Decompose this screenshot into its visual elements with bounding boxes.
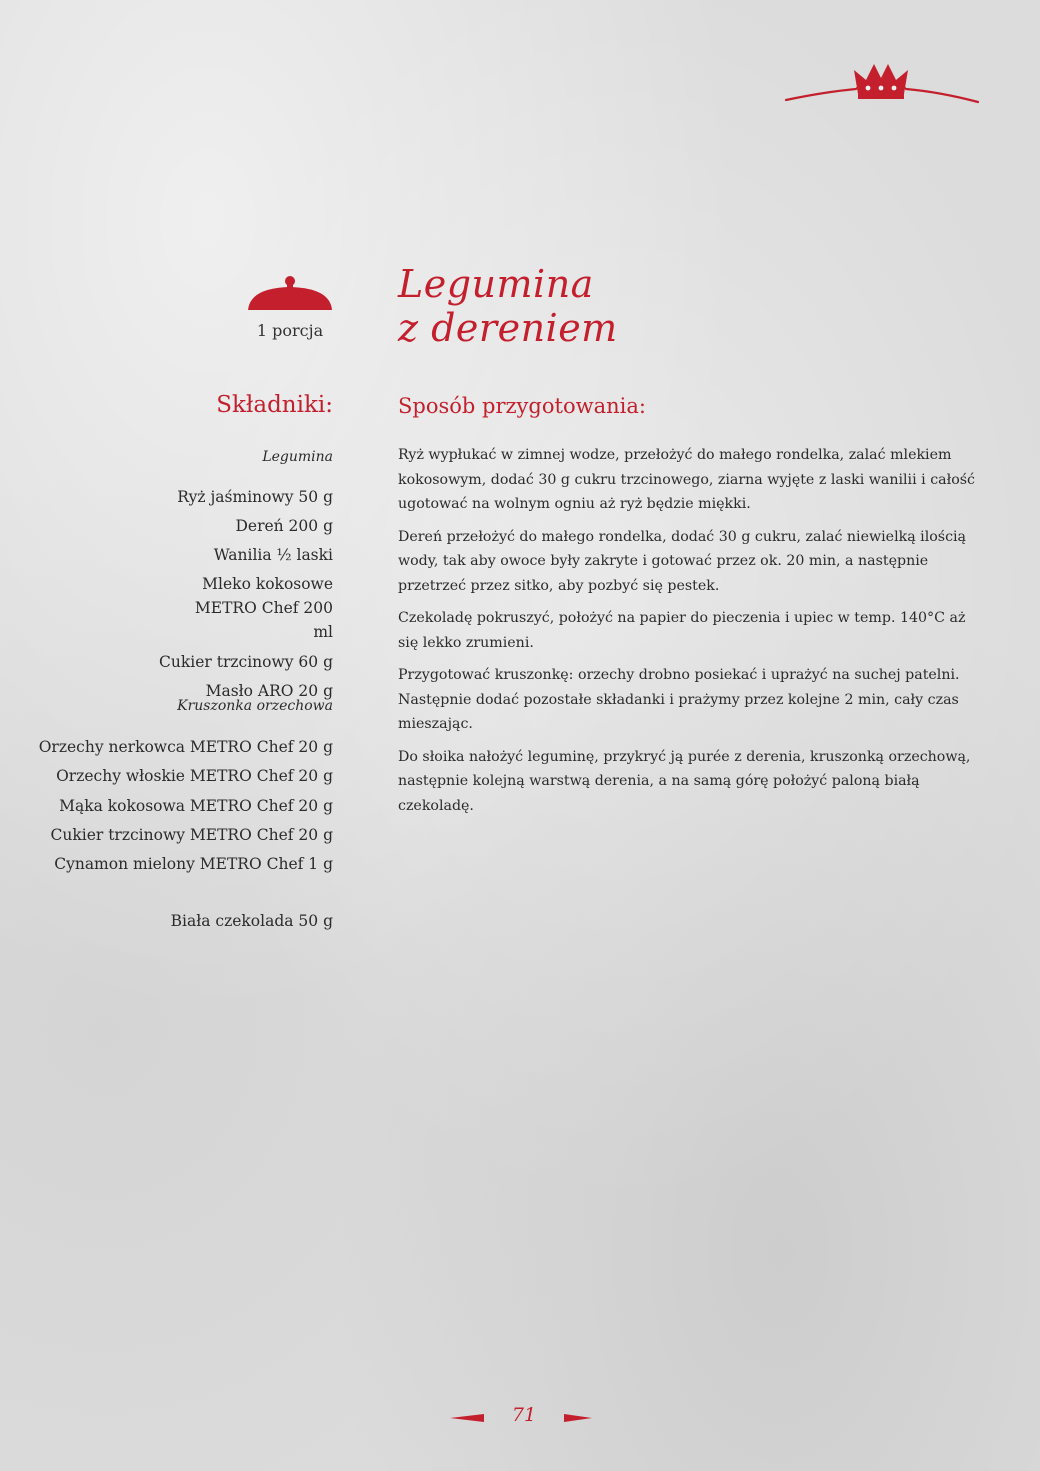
ingredients-group-title: Kruszonka orzechowa	[177, 698, 333, 714]
ingredient-item: Dereń 200 g	[235, 517, 333, 535]
cloche-lid-icon	[244, 274, 336, 314]
ingredients-group-legumina	[33, 445, 333, 469]
ingredient-item: Cukier trzcinowy 60 g	[159, 653, 333, 671]
ingredient-item: Ryż jaśminowy 50 g	[177, 488, 333, 506]
ingredients-list-legumina	[33, 483, 333, 706]
preparation-step: Do słoika nałożyć leguminę, przykryć ją purée z derenia, kruszonką orzechową, następnie kolejną warstwą derenia, a na samą górę położyć paloną białą czekoladę.	[398, 748, 971, 814]
ingredient-item: Wanilia ½ laski	[213, 546, 333, 564]
preparation-step: Dereń przełożyć do małego rondelka, dodać 30 g cukru, zalać niewielką ilością wody, tak aby owoce były zakryte i gotować przez ok. 20 min, a następnie przetrzeć przez sitko, aby pozbyć się pestek.	[398, 528, 967, 594]
ingredient-item: Orzechy włoskie METRO Chef 20 g	[56, 767, 333, 786]
ingredient-item-extra: Biała czekolada 50 g	[170, 912, 333, 930]
ingredients-group-kruszonka	[33, 694, 333, 718]
ingredient-item: Cukier trzcinowy METRO Chef 20 g	[50, 825, 333, 844]
ingredient-item: Mleko kokosowe METRO Chef 200 ml	[194, 575, 333, 641]
ingredient-item: Mąka kokosowa METRO Chef 20 g	[59, 796, 333, 815]
ingredients-list-kruszonka	[33, 733, 333, 879]
portion-label: 1 porcja	[256, 321, 324, 340]
page-number: 71	[511, 1404, 537, 1426]
ingredient-item: Orzechy nerkowca METRO Chef 20 g	[38, 738, 333, 756]
preparation-heading: Sposób przygotowania:	[398, 394, 646, 418]
page-footer	[440, 1402, 600, 1432]
arrow-right-icon	[564, 1414, 592, 1422]
recipe-title	[398, 262, 618, 350]
recipe-title-line-2: z dereniem	[398, 306, 618, 350]
ingredients-heading: Składniki:	[216, 392, 333, 418]
preparation-step: Ryż wypłukać w zimnej wodze, przełożyć do małego rondelka, zalać mlekiem kokosowym, dodać 30 g cukru trzcinowego, ziarna wyjęte z laski wanilii i całość ugotować na wolnym ogniu aż ryż będzie miękki.	[398, 447, 975, 512]
crown-icon	[784, 58, 980, 108]
preparation-step: Czekoladę pokruszyć, położyć na papier do pieczenia i upiec w temp. 140°C aż się lekko zrumieni.	[398, 610, 966, 651]
ingredients-group-title: Legumina	[262, 449, 333, 465]
ingredient-item: Masło ARO 20 g	[205, 682, 333, 700]
recipe-title-line-1: Legumina	[398, 262, 594, 306]
preparation-step: Przygotować kruszonkę: orzechy drobno posiekać i uprażyć na suchej patelni. Następnie dodać pozostałe składanki i prażymy przez kolejne 2 min, cały czas mieszając.	[398, 667, 960, 732]
ingredient-item: Cynamon mielony METRO Chef 1 g	[54, 855, 333, 874]
preparation-text	[398, 443, 983, 826]
arrow-left-icon	[450, 1414, 484, 1422]
